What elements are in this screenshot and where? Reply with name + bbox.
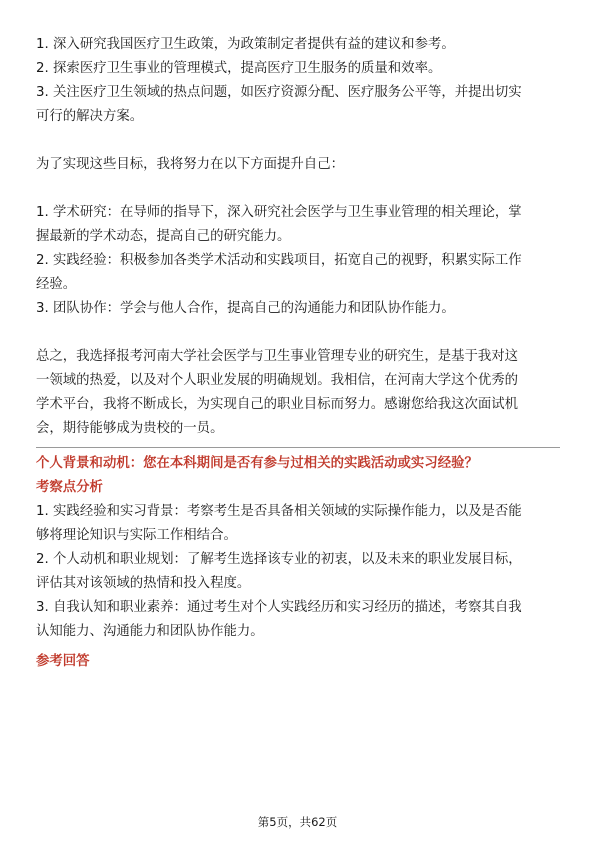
conclusion-line-4: 会，期待能够成为贵校的一员。: [36, 421, 224, 436]
goal-item-1: 1. 深入研究我国医疗卫生政策，为政策制定者提供有益的建议和参考。: [36, 37, 455, 52]
conclusion-line-2: 一领域的热爱，以及对个人职业发展的明确规划。我相信，在河南大学这个优秀的: [36, 373, 519, 388]
conclusion-line-3: 学术平台，我将不断成长，为实现自己的职业目标而努力。感谢您给我这次面试机: [36, 397, 519, 412]
answer-heading: 参考回答: [36, 654, 90, 669]
analysis-item-2-line-2: 评估其对该领域的热情和投入程度。: [36, 576, 251, 591]
analysis-heading: 考察点分析: [36, 480, 103, 495]
improve-item-1-line-1: 1. 学术研究：在导师的指导下，深入研究社会医学与卫生事业管理的相关理论，掌: [36, 205, 522, 220]
question-title: 个人背景和动机：您在本科期间是否有参与过相关的实践活动或实习经验？: [36, 456, 478, 471]
improve-item-2-line-2: 经验。: [36, 277, 77, 292]
analysis-item-3-line-1: 3. 自我认知和职业素养：通过考生对个人实践经历和实习经历的描述，考察其自我: [36, 600, 522, 615]
goal-item-3-line-2: 可行的解决方案。: [36, 109, 144, 124]
document-body: [36, 33, 560, 674]
analysis-item-3-line-2: 认知能力、沟通能力和团队协作能力。: [36, 624, 264, 639]
spacer: [36, 177, 560, 201]
analysis-item-1-line-1: 1. 实践经验和实习背景：考察考生是否具备相关领域的实际操作能力，以及是否能: [36, 504, 522, 519]
page-number: 第5页，共62页: [257, 815, 338, 829]
spacer: [36, 129, 560, 153]
analysis-item-1-line-2: 够将理论知识与实际工作相结合。: [36, 528, 237, 543]
improve-intro: 为了实现这些目标，我将努力在以下方面提升自己：: [36, 157, 344, 172]
conclusion-line-1: 总之，我选择报考河南大学社会医学与卫生事业管理专业的研究生，是基于我对这: [36, 349, 519, 364]
improve-item-3: 3. 团队协作：学会与他人合作，提高自己的沟通能力和团队协作能力。: [36, 301, 455, 316]
goal-item-3-line-1: 3. 关注医疗卫生领域的热点问题，如医疗资源分配、医疗服务公平等，并提出切实: [36, 85, 522, 100]
goal-item-2: 2. 探索医疗卫生事业的管理模式，提高医疗卫生服务的质量和效率。: [36, 61, 442, 76]
section-divider: [36, 447, 560, 448]
improve-item-2-line-1: 2. 实践经验：积极参加各类学术活动和实践项目，拓宽自己的视野，积累实际工作: [36, 253, 522, 268]
analysis-item-2-line-1: 2. 个人动机和职业规划：了解考生选择该专业的初衷，以及未来的职业发展目标，: [36, 552, 522, 567]
improve-item-1-line-2: 握最新的学术动态，提高自己的研究能力。: [36, 229, 291, 244]
spacer: [36, 321, 560, 345]
